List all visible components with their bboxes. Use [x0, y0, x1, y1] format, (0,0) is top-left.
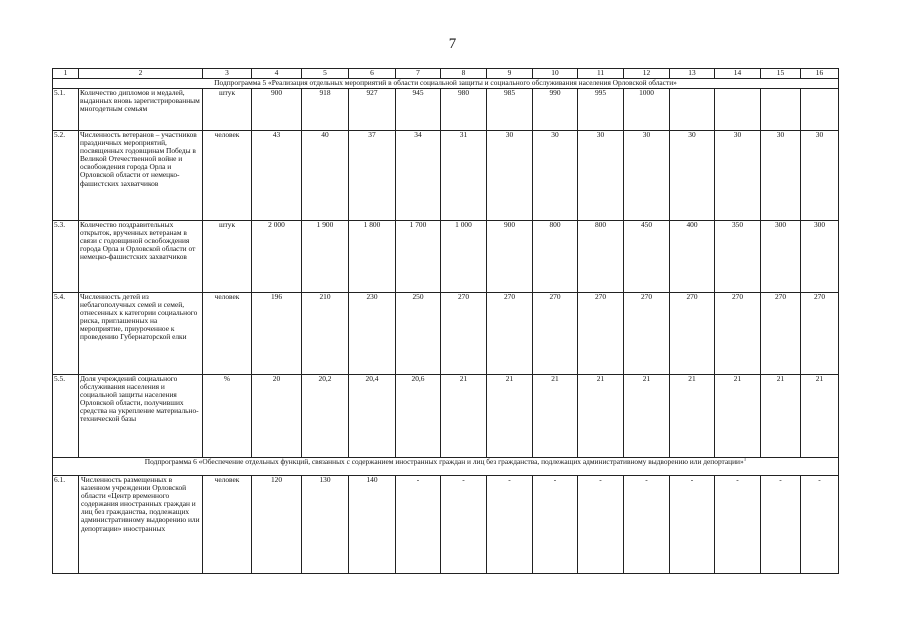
value-cell: 20,4 [349, 375, 396, 458]
value-cell: 20 [252, 375, 302, 458]
value-cell: 21 [533, 375, 578, 458]
value-cell: 350 [715, 221, 761, 293]
value-cell: 120 [252, 476, 302, 574]
value-cell: - [715, 476, 761, 574]
value-cell: - [487, 476, 533, 574]
indicator-name: Количество поздравительных открыток, врученных ветеранам в связи с годовщиной освобождения города Орла и Орловской области от немецко-фашистских захватчиков [79, 221, 203, 293]
value-cell: 1000 [624, 89, 670, 131]
table-row [53, 221, 839, 293]
value-cell: 20,2 [302, 375, 349, 458]
row-number: 5.4. [53, 293, 79, 375]
value-cell: 30 [533, 131, 578, 221]
row-number: 5.2. [53, 131, 79, 221]
value-cell: 30 [578, 131, 624, 221]
value-cell: 21 [441, 375, 487, 458]
subprogram-row [53, 458, 839, 476]
row-number: 5.5. [53, 375, 79, 458]
value-cell: 450 [624, 221, 670, 293]
value-cell: 918 [302, 89, 349, 131]
value-cell [801, 89, 839, 131]
value-cell: 140 [349, 476, 396, 574]
row-number: 5.1. [53, 89, 79, 131]
value-cell: 990 [533, 89, 578, 131]
column-number: 3 [203, 69, 252, 79]
column-number: 16 [801, 69, 839, 79]
value-cell: - [396, 476, 441, 574]
value-cell: 270 [578, 293, 624, 375]
subprogram-6-title [53, 458, 839, 476]
column-number: 6 [349, 69, 396, 79]
value-cell: 270 [670, 293, 715, 375]
value-cell: 927 [349, 89, 396, 131]
indicator-name [79, 476, 203, 574]
subprogram-5-title: Подпрограмма 5 «Реализация отдельных мероприятий в области социальной защиты и социального обслуживания населения Орловской области» [53, 79, 839, 89]
footnote-mark: 1 [743, 457, 747, 463]
table-row [53, 476, 839, 574]
value-cell: 900 [487, 221, 533, 293]
indicator-name-text: Численность размещенных в казенном учреждении Орловской области «Центр временного содержания иностранных граждан и лиц без гражданства, подлежащих административному выдворению или депортации» иностранных [81, 476, 200, 533]
row-number: 5.3. [53, 221, 79, 293]
value-cell: 270 [533, 293, 578, 375]
value-cell: 21 [761, 375, 801, 458]
value-cell: 43 [252, 131, 302, 221]
value-cell: 34 [396, 131, 441, 221]
table-row [53, 89, 839, 131]
row-number: 6.1. [53, 476, 79, 574]
indicators-table [52, 68, 839, 574]
table-row [53, 131, 839, 221]
indicator-name: Доля учреждений социального обслуживания населения и социальной защиты населения Орловской области, получивших средства на укрепление материально-технической базы [79, 375, 203, 458]
value-cell: 30 [761, 131, 801, 221]
value-cell: 1 900 [302, 221, 349, 293]
value-cell: 250 [396, 293, 441, 375]
value-cell: 210 [302, 293, 349, 375]
value-cell: 20,6 [396, 375, 441, 458]
value-cell: 980 [441, 89, 487, 131]
column-number-row [53, 69, 839, 79]
value-cell: 30 [670, 131, 715, 221]
value-cell: 985 [487, 89, 533, 131]
value-cell: 30 [487, 131, 533, 221]
value-cell: 37 [349, 131, 396, 221]
unit: человек [203, 476, 252, 574]
value-cell: 800 [578, 221, 624, 293]
value-cell: 400 [670, 221, 715, 293]
column-number: 14 [715, 69, 761, 79]
value-cell: 1 800 [349, 221, 396, 293]
unit: человек [203, 293, 252, 375]
column-number: 2 [79, 69, 203, 79]
value-cell: 1 700 [396, 221, 441, 293]
value-cell: 270 [761, 293, 801, 375]
value-cell [670, 89, 715, 131]
value-cell: 800 [533, 221, 578, 293]
value-cell: 900 [252, 89, 302, 131]
value-cell: 130 [302, 476, 349, 574]
column-number: 10 [533, 69, 578, 79]
value-cell: 2 000 [252, 221, 302, 293]
column-number: 5 [302, 69, 349, 79]
value-cell: - [761, 476, 801, 574]
column-number: 15 [761, 69, 801, 79]
value-cell: 1 000 [441, 221, 487, 293]
value-cell [715, 89, 761, 131]
column-number: 7 [396, 69, 441, 79]
column-number: 9 [487, 69, 533, 79]
value-cell: 30 [801, 131, 839, 221]
value-cell: - [533, 476, 578, 574]
value-cell: 270 [487, 293, 533, 375]
value-cell: 230 [349, 293, 396, 375]
value-cell: 300 [761, 221, 801, 293]
column-number: 13 [670, 69, 715, 79]
table-row [53, 293, 839, 375]
column-number: 12 [624, 69, 670, 79]
value-cell: - [578, 476, 624, 574]
value-cell: 300 [801, 221, 839, 293]
value-cell: - [801, 476, 839, 574]
indicator-name: Количество дипломов и медалей, выданных вновь зарегистрированным многодетным семьям [79, 89, 203, 131]
column-number: 1 [53, 69, 79, 79]
subprogram-row [53, 79, 839, 89]
value-cell: 21 [487, 375, 533, 458]
value-cell: 196 [252, 293, 302, 375]
value-cell: - [624, 476, 670, 574]
column-number: 11 [578, 69, 624, 79]
value-cell: 945 [396, 89, 441, 131]
column-number: 4 [252, 69, 302, 79]
value-cell: 995 [578, 89, 624, 131]
table-row [53, 375, 839, 458]
value-cell: 270 [441, 293, 487, 375]
value-cell: 21 [715, 375, 761, 458]
value-cell: 21 [670, 375, 715, 458]
subprogram-6-text: Подпрограмма 6 «Обеспечение отдельных функций, связанных с содержанием иностранных граждан и лиц без гражданства, подлежащих административному выдворению или депортации» [144, 457, 744, 466]
value-cell: 30 [715, 131, 761, 221]
value-cell: - [670, 476, 715, 574]
value-cell: 31 [441, 131, 487, 221]
indicator-name: Численность детей из неблагополучных семей и семей, отнесенных к категории социального риска, приглашенных на мероприятие, приуроченное к проведению Губернаторской елки [79, 293, 203, 375]
value-cell: 21 [624, 375, 670, 458]
value-cell: 40 [302, 131, 349, 221]
unit: штук [203, 221, 252, 293]
value-cell: - [441, 476, 487, 574]
indicator-name: Численность ветеранов – участников праздничных мероприятий, посвященных годовщинам Победы в Великой Отечественной войне и освобождения города Орла и Орловской области от немецко-фашистских захватчиков [79, 131, 203, 221]
value-cell: 30 [624, 131, 670, 221]
unit: человек [203, 131, 252, 221]
value-cell: 21 [801, 375, 839, 458]
value-cell [761, 89, 801, 131]
page-number: 7 [448, 36, 457, 52]
unit: штук [203, 89, 252, 131]
value-cell: 270 [715, 293, 761, 375]
value-cell: 270 [801, 293, 839, 375]
value-cell: 21 [578, 375, 624, 458]
value-cell: 270 [624, 293, 670, 375]
unit: % [203, 375, 252, 458]
column-number: 8 [441, 69, 487, 79]
